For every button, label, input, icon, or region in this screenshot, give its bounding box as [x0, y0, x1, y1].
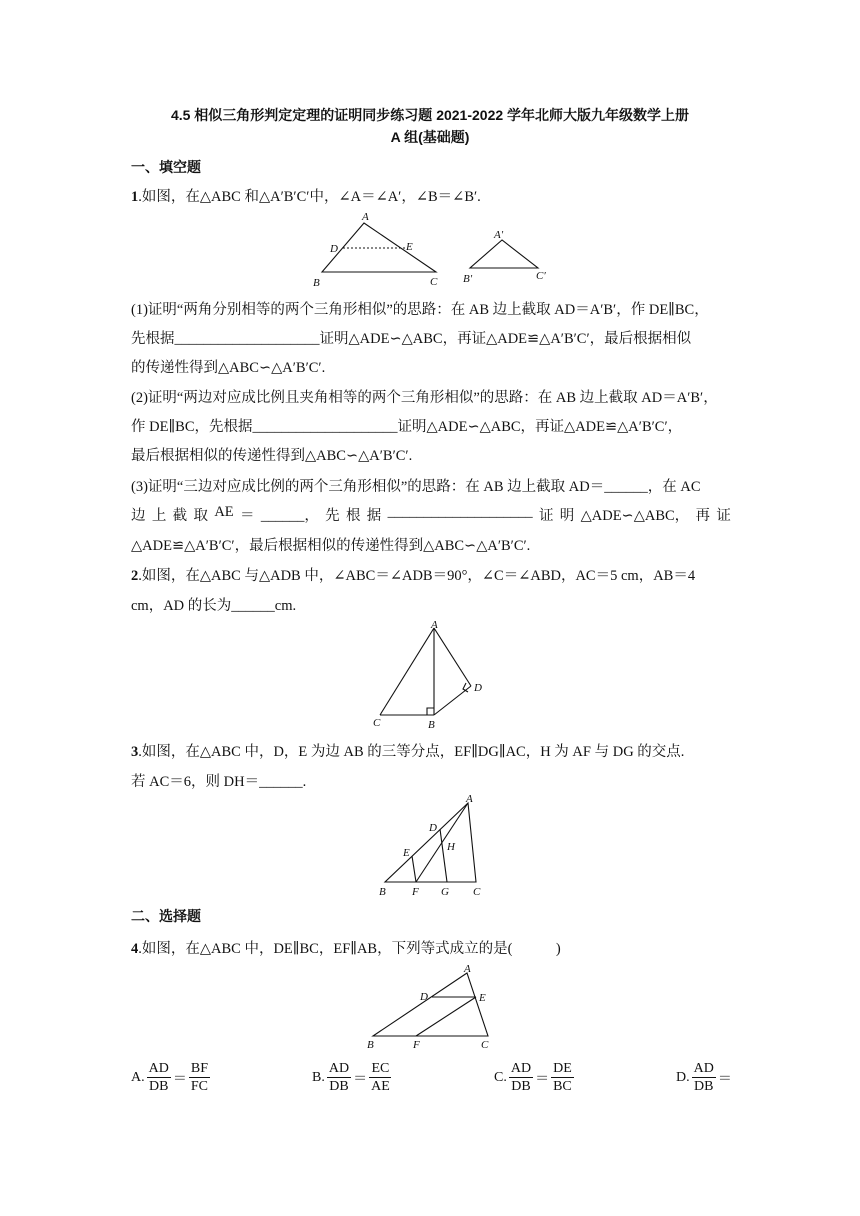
question-3-line2: 若 AC＝6，则 DH＝______. — [131, 774, 307, 790]
q1-part3-line3: △ADE≌△A′B′C′，最后根据相似的传递性得到△ABC∽△A′B′C′. — [131, 538, 531, 554]
q1-part1-line1: (1)证明“两角分别相等的两个三角形相似”的思路：在 AB 边上截取 AD＝A′B′，作 DE∥BC， — [131, 302, 709, 318]
label-D: D — [474, 682, 482, 694]
section-heading-fill-in: 一、填空题 — [131, 159, 201, 175]
label-A-prime: A′ — [494, 229, 504, 241]
label-C: C — [481, 1039, 489, 1051]
q1-part3-line1: (3)证明“三边对应成比例的两个三角形相似”的思路：在 AB 边上截取 AD＝______，在 AC — [131, 479, 701, 495]
question-number: 3 — [131, 744, 139, 760]
label-H: H — [447, 841, 455, 853]
label-B: B — [313, 277, 320, 289]
label-D: D — [330, 243, 338, 255]
option-a[interactable]: A. $\frac{AD}{DB}$ ＝ $\frac{BF}{FC}$ — [131, 1061, 208, 1094]
page-title: 4.5 相似三角形判定定理的证明同步练习题 2021-2022 学年北师大版九年级数学上册 — [170, 107, 690, 123]
label-G: G — [441, 886, 449, 898]
label-F: F — [412, 886, 419, 898]
question-3-line1: 3.如图，在△ABC 中，D，E 为边 AB 的三等分点，EF∥DG∥AC，H 为 AF 与 DG 的交点. — [131, 744, 685, 760]
q1-part1-line2: 先根据____________________证明△ADE∽△ABC，再证△ADE≌△A′B′C′，最后根据相似 — [131, 331, 692, 347]
question-number: 1 — [131, 189, 139, 205]
q1-part2-line3: 最后根据相似的传递性得到△ABC∽△A′B′C′. — [131, 448, 413, 464]
question-2-line1: 2.如图，在△ABC 与△ADB 中，∠ABC＝∠ADB＝90°，∠C＝∠ABD，AC＝5 cm，AB＝4 — [131, 568, 696, 584]
q2-figure — [370, 618, 490, 733]
option-b[interactable]: B. $\frac{AD}{DB}$ ＝ $\frac{EC}{AE}$ — [312, 1061, 390, 1094]
label-C: C — [473, 886, 481, 898]
page-subtitle: A 组(基础题) — [390, 129, 470, 145]
label-B: B — [379, 886, 386, 898]
q1-figure — [310, 208, 560, 290]
option-d[interactable]: D. $\frac{AD}{DB}$ ＝ — [676, 1061, 732, 1094]
label-B: B — [367, 1039, 374, 1051]
label-A: A — [466, 793, 473, 805]
q1-part3-line2: 边 上 截 取 AE ＝ ______， 先 根 据 ____________________ 证 明 △ADE∽△ABC， 再 证 — [131, 504, 731, 524]
question-4-stem: 4.如图，在△ABC 中，DE∥BC，EF∥AB，下列等式成立的是( ) — [131, 941, 561, 957]
label-E: E — [479, 992, 486, 1004]
question-2-line2: cm，AD 的长为______cm. — [131, 598, 297, 614]
option-c[interactable]: C. $\frac{AD}{DB}$ ＝ $\frac{DE}{BC}$ — [494, 1061, 572, 1094]
label-B-prime: B′ — [463, 273, 473, 285]
label-A: A — [431, 619, 438, 631]
label-C: C — [430, 276, 438, 288]
question-number: 2 — [131, 568, 139, 584]
label-A: A — [362, 211, 369, 223]
label-E: E — [403, 847, 410, 859]
q3-figure — [372, 790, 502, 900]
label-D: D — [429, 822, 437, 834]
question-1-stem: 1.如图，在△ABC 和△A′B′C′中，∠A＝∠A′，∠B＝∠B′. — [131, 189, 481, 205]
question-number: 4 — [131, 941, 139, 957]
label-E: E — [406, 241, 413, 253]
label-C-prime: C′ — [536, 270, 546, 282]
q4-figure — [360, 958, 500, 1053]
section-heading-multiple-choice: 二、选择题 — [131, 908, 201, 924]
q1-part2-line1: (2)证明“两边对应成比例且夹角相等的两个三角形相似”的思路：在 AB 边上截取 AD＝A′B′， — [131, 390, 718, 406]
label-D: D — [420, 991, 428, 1003]
q1-part1-line3: 的传递性得到△ABC∽△A′B′C′. — [131, 360, 326, 376]
label-F: F — [413, 1039, 420, 1051]
label-A: A — [464, 963, 471, 975]
label-B: B — [428, 719, 435, 731]
label-C: C — [373, 717, 381, 729]
q1-part2-line2: 作 DE∥BC，先根据____________________证明△ADE∽△ABC，再证△ADE≌△A′B′C′， — [131, 419, 683, 435]
triangle-a2b2c2 — [470, 240, 538, 268]
